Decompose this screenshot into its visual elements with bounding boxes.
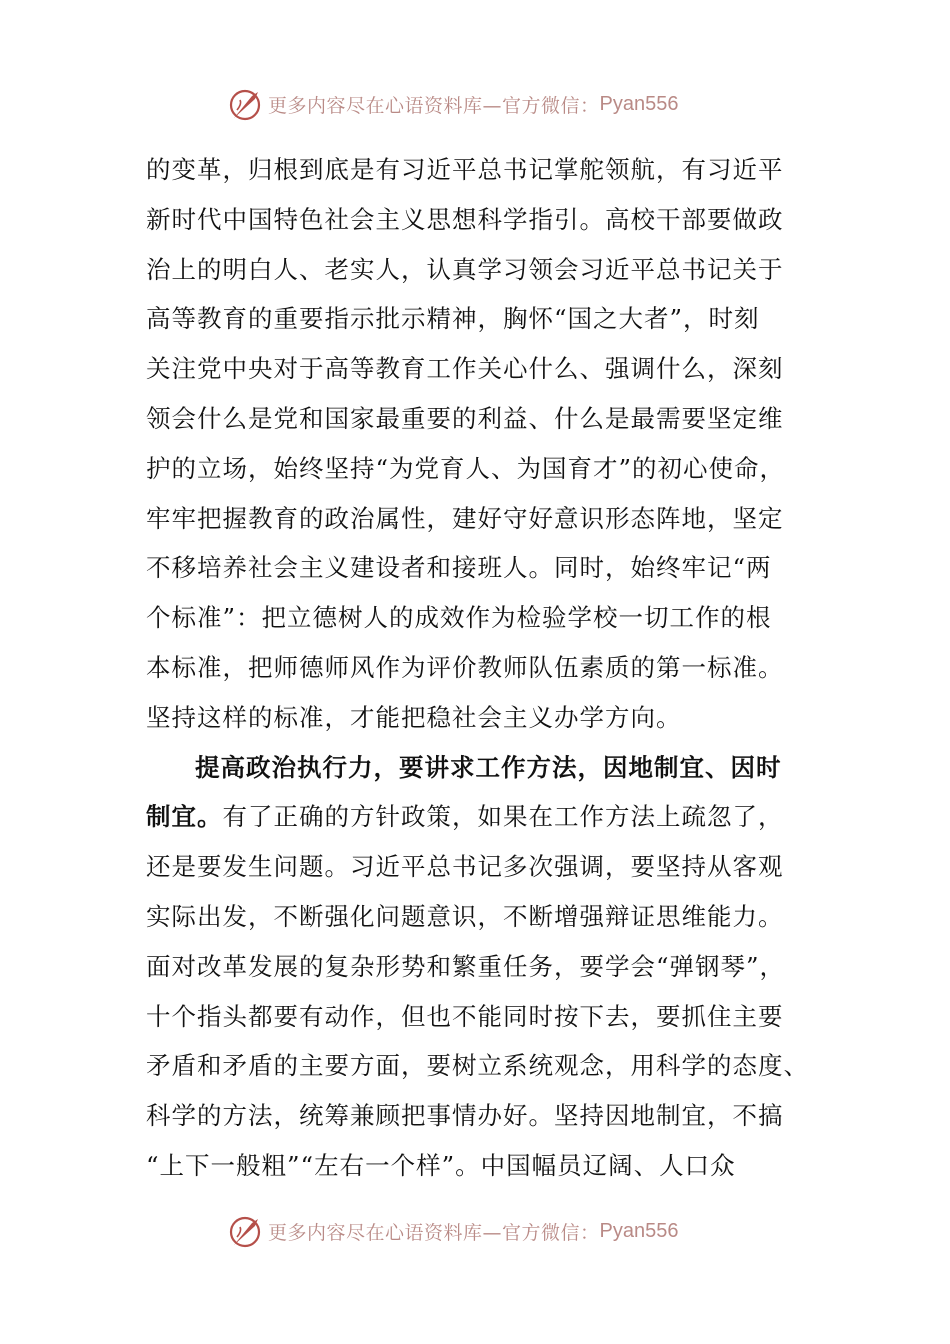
paragraph2-line: 实际出发，不断强化问题意识，不断增强辩证思维能力。 xyxy=(146,901,784,931)
paragraph2-line: 还是要发生问题。习近平总书记多次强调，要坚持从客观 xyxy=(146,852,784,882)
paragraph2-line: 矛盾和矛盾的主要方面，要树立系统观念，用科学的态度、 xyxy=(146,1051,809,1081)
paragraph1-line: 本标准，把师德师风作为评价教师队伍素质的第一标准。 xyxy=(146,652,784,682)
footer-banner-handle: Pyan556 xyxy=(599,1219,679,1242)
paragraph1-line: 个标准”：把立德树人的成效作为检验学校一切工作的根 xyxy=(146,603,772,633)
paragraph1-line: 关注党中央对于高等教育工作关心什么、强调什么，深刻 xyxy=(146,354,784,384)
paragraph1-line: 的变革，归根到底是有习近平总书记掌舵领航，有习近平 xyxy=(146,155,784,184)
paragraph1-line: 牢牢把握教育的政治属性，建好守好意识形态阵地，坚定 xyxy=(146,503,784,533)
paragraph1-line: 不移培养社会主义建设者和接班人。同时，始终牢记“两 xyxy=(146,553,772,583)
paragraph2-line xyxy=(146,792,806,842)
paragraph2-heading-line: 提高政治执行力，要讲求工作方法，因地制宜、因时 xyxy=(195,752,782,782)
paragraph2-heading-end: 制宜。 xyxy=(146,802,223,832)
paragraph1-line: 新时代中国特色社会主义思想科学指引。高校干部要做政 xyxy=(146,204,784,234)
header-banner-text: 更多内容尽在心语资料库—官方微信： xyxy=(268,94,600,117)
paragraph1-line: 坚持这样的标准，才能把稳社会主义办学方向。 xyxy=(146,702,682,732)
paragraph2-line: “上下一般粗”“左右一个样”。中国幅员辽阔、人口众 xyxy=(146,1150,736,1180)
document-body xyxy=(146,145,809,1191)
paragraph1-line: 治上的明白人、老实人，认真学习领会习近平总书记关于 xyxy=(146,254,784,284)
paragraph2-line: 面对改革发展的复杂形势和繁重任务，要学会“弹钢琴”， xyxy=(146,951,786,981)
paragraph2-line: 十个指头都要有动作，但也不能同时按下去，要抓住主要 xyxy=(146,1001,784,1031)
pen-logo-icon xyxy=(228,86,264,122)
paragraph1-line: 护的立场，始终坚持“为党育人、为国育才”的初心使命， xyxy=(146,453,786,483)
paragraph2-line: 科学的方法，统筹兼顾把事情办好。坚持因地制宜，不搞 xyxy=(146,1101,784,1131)
paragraph1-line: 高等教育的重要指示批示精神，胸怀“国之大者”，时刻 xyxy=(146,304,760,334)
header-watermark-banner xyxy=(228,84,678,124)
header-banner-handle: Pyan556 xyxy=(599,92,679,115)
footer-banner-text: 更多内容尽在心语资料库—官方微信： xyxy=(268,1221,600,1244)
paragraph2-line-rest: 有了正确的方针政策，如果在工作方法上疏忽了， xyxy=(222,802,784,832)
paragraph1-line: 领会什么是党和国家最重要的利益、什么是最需要坚定维 xyxy=(146,403,784,433)
footer-watermark-banner xyxy=(228,1211,678,1251)
pen-logo-icon xyxy=(228,1213,264,1249)
